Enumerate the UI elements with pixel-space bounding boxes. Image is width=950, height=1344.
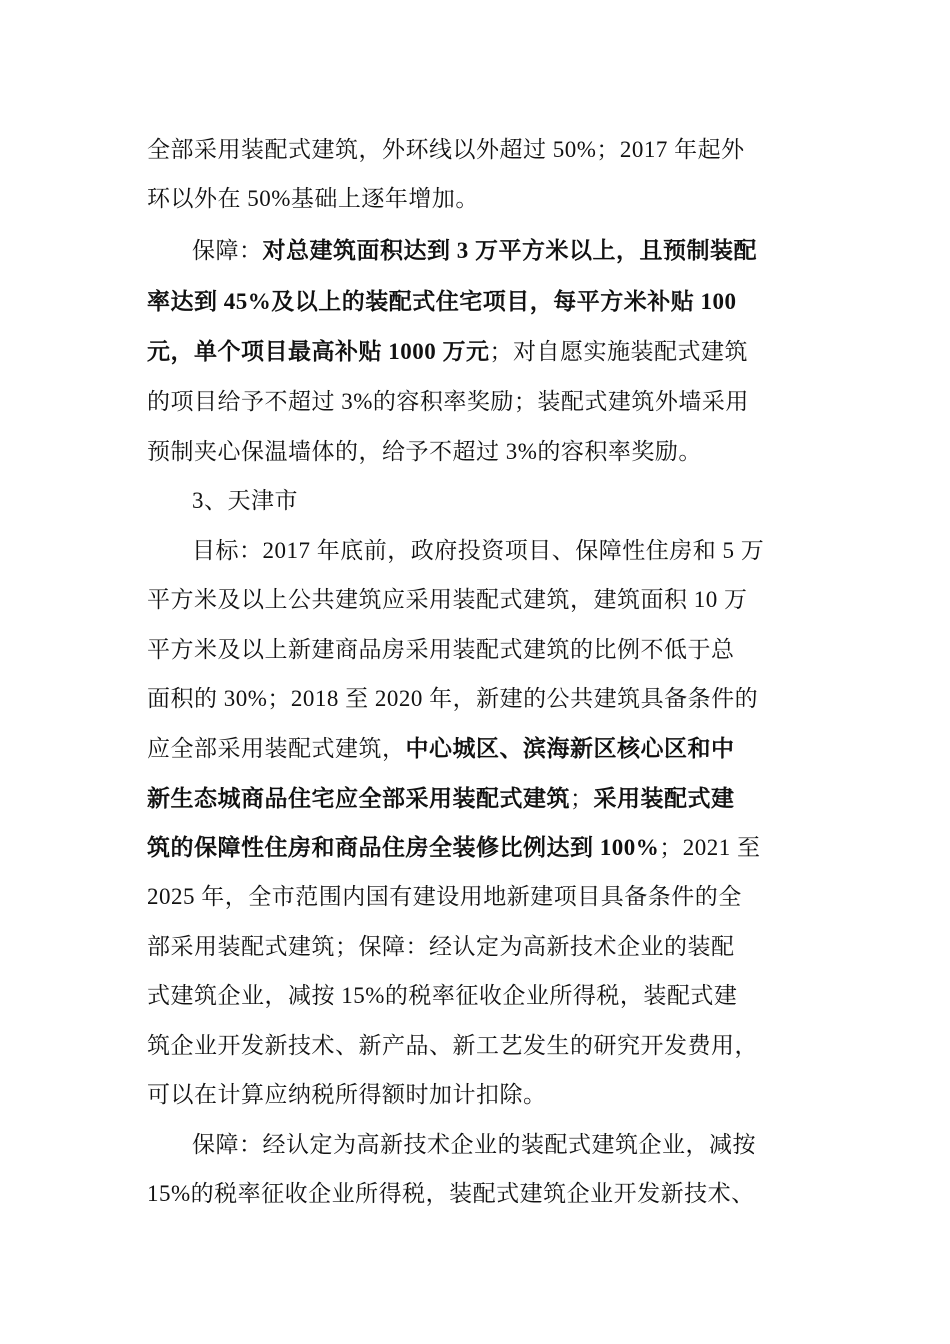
text-line: [147, 1026, 758, 1066]
text-line: [147, 729, 735, 769]
text-segment: 筑企业开发新技术、新产品、新工艺发生的研究开发费用，: [147, 1033, 758, 1058]
text-segment: 应全部采用装配式建筑，: [147, 736, 406, 761]
text-line: [192, 231, 757, 271]
section-heading: [192, 481, 298, 521]
text-line: [147, 976, 737, 1016]
text-line: [147, 779, 735, 819]
text-segment: 全部采用装配式建筑，外环线以外超过 50%；2017 年起外: [147, 137, 745, 162]
bold-text-segment: 中心城区、滨海新区核心区和中: [405, 736, 735, 761]
text-line: [147, 1174, 755, 1214]
text-line: [147, 828, 761, 868]
text-segment: 保障：经认定为高新技术企业的装配式建筑企业，减按: [192, 1132, 756, 1157]
text-segment: ；: [570, 786, 594, 811]
text-segment: 环以外在 50%基础上逐年增加。: [147, 186, 479, 211]
text-line: [147, 1075, 547, 1115]
text-line: [192, 1125, 756, 1165]
text-segment: 可以在计算应纳税所得额时加计扣除。: [147, 1082, 547, 1107]
text-segment: ；对自愿实施装配式建筑: [489, 339, 748, 364]
text-segment: 部采用装配式建筑；保障：经认定为高新技术企业的装配: [147, 934, 735, 959]
text-line: [147, 179, 479, 219]
bold-text-segment: 率达到 45%及以上的装配式住宅项目，每平方米补贴 100: [147, 289, 737, 314]
text-line: [147, 332, 748, 372]
text-line: [147, 630, 735, 670]
text-segment: 式建筑企业，减按 15%的税率征收企业所得税，装配式建: [147, 983, 738, 1008]
text-segment: 3、天津市: [192, 488, 298, 513]
text-line: [192, 531, 764, 571]
bold-text-segment: 元，单个项目最高补贴 1000 万元: [147, 339, 490, 364]
text-line: [147, 679, 758, 719]
text-line: [147, 927, 735, 967]
bold-text-segment: 筑的保障性住房和商品住房全装修比例达到 100%: [147, 835, 660, 860]
text-line: [147, 282, 737, 322]
text-segment: 面积的 30%；2018 至 2020 年，新建的公共建筑具备条件的: [147, 686, 759, 711]
bold-text-segment: 新生态城商品住宅应全部采用装配式建筑: [147, 786, 570, 811]
text-segment: 的项目给予不超过 3%的容积率奖励；装配式建筑外墙采用: [147, 389, 749, 414]
text-segment: ；2021 至: [659, 835, 761, 860]
text-line: [147, 580, 748, 620]
text-line: [147, 130, 745, 170]
text-segment: 平方米及以上公共建筑应采用装配式建筑，建筑面积 10 万: [147, 587, 748, 612]
text-segment: 保障：: [192, 238, 263, 263]
bold-text-segment: 对总建筑面积达到 3 万平方米以上，且预制装配: [262, 238, 757, 263]
text-segment: 2025 年，全市范围内国有建设用地新建项目具备条件的全: [147, 884, 742, 909]
text-segment: 15%的税率征收企业所得税，装配式建筑企业开发新技术、: [147, 1181, 755, 1206]
text-segment: 预制夹心保温墙体的，给予不超过 3%的容积率奖励。: [147, 439, 702, 464]
text-line: [147, 877, 742, 917]
text-segment: 平方米及以上新建商品房采用装配式建筑的比例不低于总: [147, 637, 735, 662]
text-line: [147, 432, 702, 472]
bold-text-segment: 采用装配式建: [593, 786, 735, 811]
text-segment: 目标：2017 年底前，政府投资项目、保障性住房和 5 万: [192, 538, 765, 563]
text-line: [147, 382, 749, 422]
